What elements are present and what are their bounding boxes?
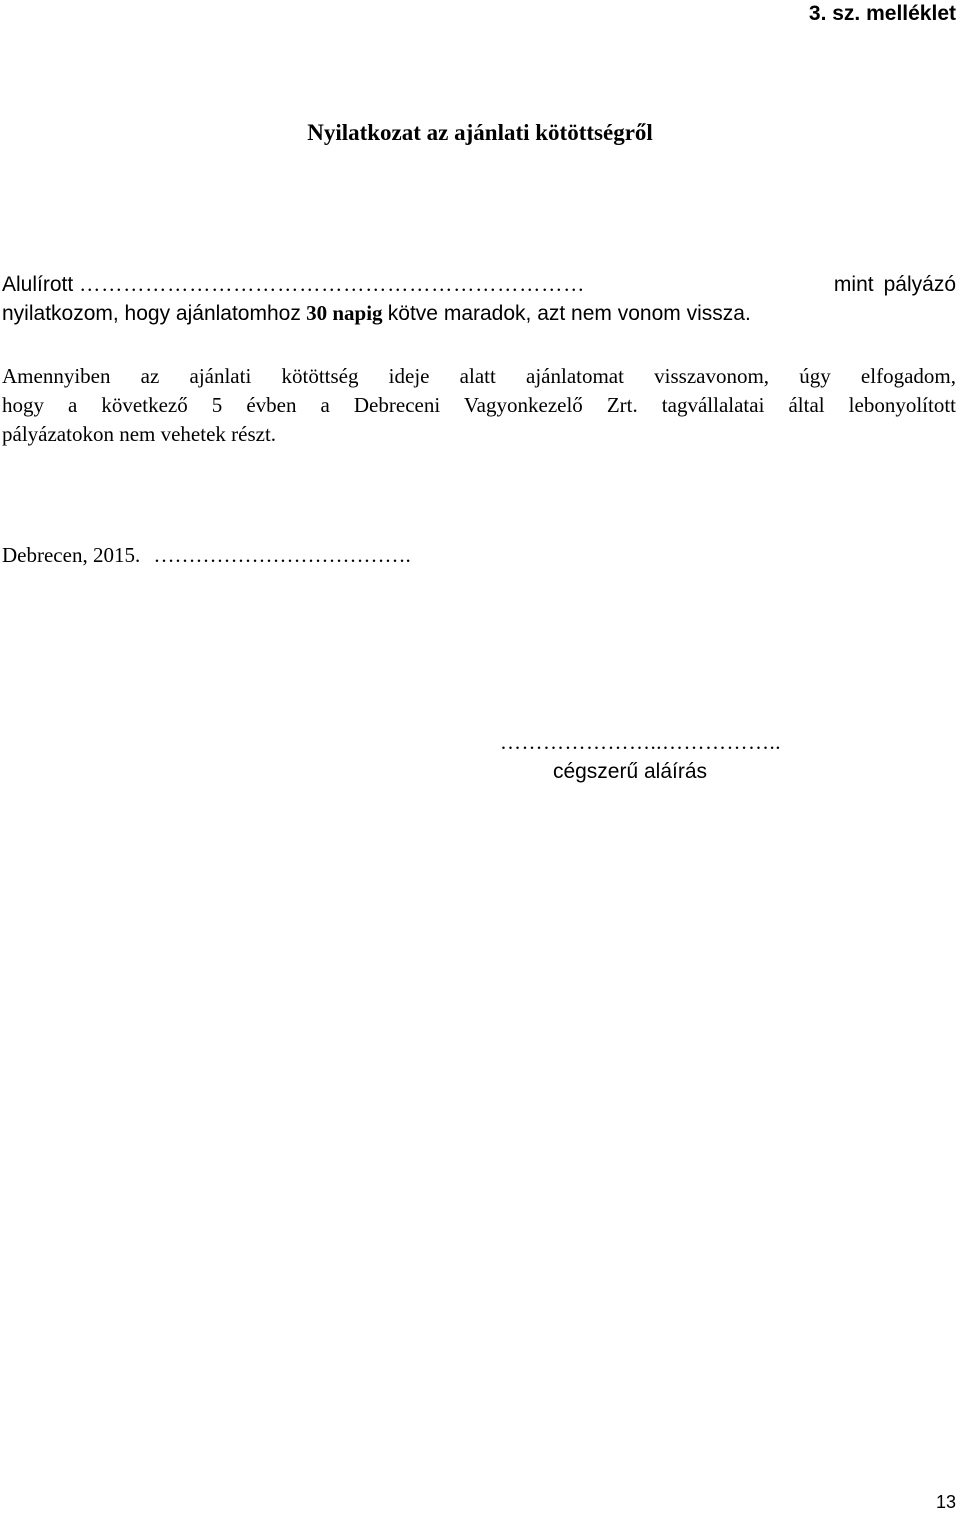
withdrawal-line-2: hogy a következő 5 évben a Debreceni Vagyonkezelő Zrt. tagvállalatai által lebonyolított [2, 393, 956, 417]
withdrawal-line-1: Amennyiben az ajánlati kötöttség ideje alatt ajánlatomat visszavonom, úgy elfogadom, [2, 364, 956, 388]
declaration-text-b: kötve maradok, azt nem vonom vissza. [387, 302, 751, 325]
declaration-line-2 [2, 299, 956, 328]
paragraph-declaration [2, 270, 956, 328]
signature-block [500, 728, 781, 786]
date-line [2, 541, 411, 570]
declaration-line-1 [2, 270, 956, 299]
signature-dots: …………………..…………….. [500, 730, 781, 754]
withdrawal-line-3: pályázatokon nem vehetek részt. [2, 422, 277, 446]
date-blank-dots: ………………………………. [153, 543, 411, 567]
annex-label: 3. sz. melléklet [808, 2, 956, 25]
page-number: 13 [935, 1492, 956, 1512]
days-bold: 30 napig [306, 301, 383, 325]
as-word: mint [833, 273, 874, 296]
applicant-word: pályázó [883, 273, 956, 296]
date-place-year: Debrecen, 2015. [2, 543, 141, 567]
document-title: Nyilatkozat az ajánlati kötöttségről [307, 120, 653, 145]
signature-label: cégszerű aláírás [552, 760, 708, 783]
name-blank-dots: …………………………………………………………… [79, 272, 586, 296]
undersigned-label: Alulírott [2, 273, 74, 296]
paragraph-withdrawal [2, 362, 956, 449]
declaration-text-a: nyilatkozom, hogy ajánlatomhoz [2, 302, 301, 325]
